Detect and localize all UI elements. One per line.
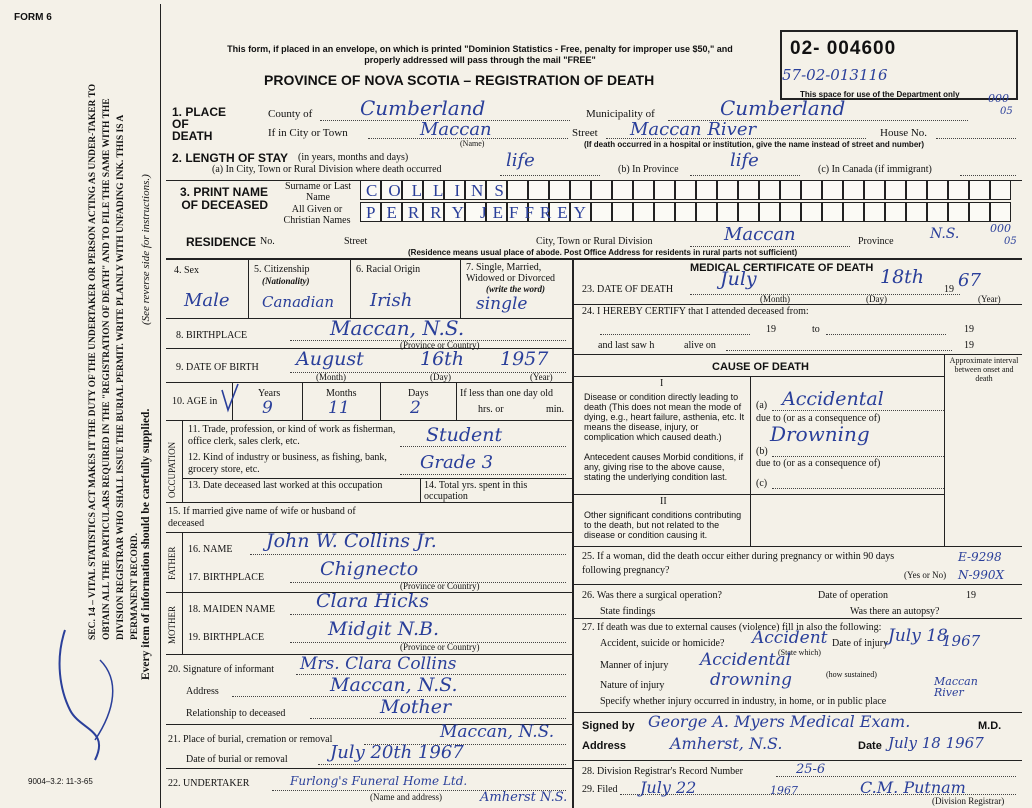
other-conditions-label: Other significant conditions contributing to the death, but not related to the disease or condition causing it. — [584, 510, 742, 540]
name-letter-box — [990, 180, 1011, 200]
marital-value: single — [476, 294, 528, 314]
last-worked-label: 13. Date deceased last worked at this occupation — [188, 480, 383, 491]
residence-province-value: N.S. — [930, 226, 960, 242]
spouse-label: 15. If married give name of wife or husband of deceased — [168, 506, 356, 529]
age-months-label: Months — [326, 388, 357, 399]
name-letter-box — [696, 180, 717, 200]
dob-day: 16th — [420, 348, 465, 370]
street-label: Street — [572, 127, 598, 139]
handwritten-squiggle — [40, 620, 130, 770]
residence-no-label: No. — [260, 236, 275, 247]
certify-to-label: to — [812, 324, 820, 335]
county-value: Cumberland — [360, 96, 486, 120]
burial-place-value: Maccan, N.S. — [440, 722, 555, 742]
cause-a-label: (a) — [756, 400, 768, 411]
informant-sig-label: 20. Signature of informant — [168, 664, 275, 675]
mail-notice: This form, if placed in an envelope, on which is printed "Dominion Statistics - Free, penalty for improper use $50," and properly addressed will pass through the mail "FREE" — [227, 44, 733, 65]
name-letter-box — [780, 202, 801, 222]
father-name-label: 16. NAME — [188, 544, 233, 555]
name-letter-box — [822, 202, 843, 222]
name-letter-box — [885, 202, 906, 222]
name-letter-box — [843, 180, 864, 200]
how-sustained-hint: (how sustained) — [826, 670, 877, 679]
nature-label: Nature of injury — [600, 680, 665, 691]
name-letter-box — [801, 180, 822, 200]
name-letter-box — [612, 180, 633, 200]
age-check-mark — [218, 380, 242, 414]
name-letter-box — [759, 202, 780, 222]
form-title: PROVINCE OF NOVA SCOTIA – REGISTRATION OF DEATH — [264, 72, 655, 88]
name-letter-box — [675, 202, 696, 222]
industry-value: Grade 3 — [420, 452, 494, 473]
md-label: M.D. — [978, 720, 1002, 732]
hospital-note: (If death occurred in a hospital or institution, give the name instead of street and number) — [584, 140, 925, 149]
name-letter-box — [570, 180, 591, 200]
age-label: 10. AGE in — [172, 396, 218, 407]
dod-day: 18th — [880, 266, 925, 288]
cause-heading: CAUSE OF DEATH — [712, 361, 809, 373]
surname-label: Surname or Last Name — [284, 181, 352, 203]
state-which-hint: (State which) — [778, 648, 821, 657]
name-letter-box — [759, 180, 780, 200]
filed-year: 1967 — [770, 784, 798, 797]
part-ii-label: II — [660, 496, 667, 507]
name-letter-box — [843, 202, 864, 222]
name-letter-box — [738, 202, 759, 222]
manner-value: Accidental — [700, 650, 792, 670]
side-note-reverse: (See reverse side for instructions.) — [140, 174, 152, 325]
last-saw-label: and last saw h — [598, 340, 655, 351]
stay-a-label: (a) In City, Town or Rural Division where death occurred — [212, 164, 442, 175]
given-value-2: JEFFREY — [480, 203, 592, 222]
accident-value: Accident — [752, 628, 828, 648]
municipality-label: Municipality of — [586, 108, 655, 120]
woman-label: 25. If a woman, did the death occur either during pregnancy or within 90 days following pregnancy? — [582, 551, 895, 576]
name-letter-box — [969, 180, 990, 200]
due-to-b: due to (or as a consequence of) — [756, 458, 881, 469]
injury-date-label: Date of injury — [832, 638, 889, 649]
interval-label: Approximate interval between onset and death — [949, 356, 1019, 383]
industry-label: 12. Kind of industry or business, as fishing, bank, grocery store, etc. — [188, 452, 387, 475]
age-months-value: 11 — [328, 398, 350, 418]
certify-label: 24. I HEREBY CERTIFY that I attended deceased from: — [582, 306, 809, 317]
age-days-value: 2 — [410, 398, 421, 418]
address-label: Address — [582, 740, 627, 752]
dod-month-hint: (Month) — [760, 294, 790, 304]
dob-month-hint: (Month) — [316, 372, 346, 382]
name-letter-box — [717, 202, 738, 222]
informant-addr-value: Maccan, N.S. — [330, 674, 458, 696]
city-value: Maccan — [420, 119, 492, 140]
filed-label: 29. Filed — [582, 784, 618, 795]
margin-mark-3: 000 — [990, 222, 1011, 235]
father-side-label: FATHER — [167, 546, 177, 580]
record-value: 25-6 — [796, 762, 826, 777]
stay-a-value: life — [506, 150, 535, 171]
name-letter-box — [906, 202, 927, 222]
house-label: House No. — [880, 127, 928, 139]
trade-label: 11. Trade, profession, or kind of work as fisherman, office clerk, sales clerk, etc. — [188, 424, 396, 447]
mother-maiden-label: 18. MAIDEN NAME — [188, 604, 275, 615]
due-to-a: due to (or as a consequence of) — [756, 413, 881, 424]
dod-day-hint: (Day) — [866, 294, 887, 304]
direct-cause-label: Disease or condition directly leading to death (This does not mean the mode of dying, e.g., heart failure, asthenia, etc. It means the disease, injury, or complication which caused death.) — [584, 392, 745, 442]
father-name-value: John W. Collins Jr. — [266, 530, 437, 552]
name-letter-box — [801, 202, 822, 222]
citizenship-hint: (Nationality) — [262, 276, 310, 286]
informant-rel-value: Mother — [380, 696, 452, 718]
city-name-hint: (Name) — [460, 139, 485, 148]
margin-mark-5: E-9298 — [958, 550, 1002, 564]
age-years-value: 9 — [262, 398, 273, 418]
dod-month: July — [720, 268, 757, 290]
place-of-death-label: 1. PLACE OF DEATH — [172, 105, 227, 143]
stay-c-label: (c) In Canada (if immigrant) — [818, 164, 932, 175]
where-label: Specify whether injury occurred in industry, in home, or in public place — [600, 696, 887, 707]
name-letter-box — [885, 180, 906, 200]
form-number: FORM 6 — [14, 12, 52, 23]
residence-label: RESIDENCE — [186, 235, 257, 249]
residence-city-value: Maccan — [724, 224, 796, 245]
dob-day-hint: (Day) — [430, 372, 451, 382]
residence-city-label: City, Town or Rural Division — [536, 236, 653, 247]
alive-on-19: 19 — [964, 340, 974, 351]
street-value: Maccan River — [630, 119, 757, 140]
stay-label: 2. LENGTH OF STAY — [172, 151, 289, 165]
age-days-label: Days — [408, 388, 429, 399]
dob-year: 1957 — [500, 348, 549, 370]
name-letter-box — [633, 202, 654, 222]
dod-label: 23. DATE OF DEATH — [582, 284, 674, 295]
yes-no-hint: (Yes or No) — [904, 570, 947, 580]
informant-sig-value: Mrs. Clara Collins — [300, 654, 457, 674]
dod-year-hint: (Year) — [978, 294, 1001, 304]
trade-value: Student — [426, 424, 503, 446]
where-value: Maccan River — [934, 675, 978, 699]
undertaker-hint: (Name and address) — [370, 792, 442, 802]
dob-year-hint: (Year) — [530, 372, 553, 382]
birthplace-label: 8. BIRTHPLACE — [176, 330, 248, 341]
name-label: 3. PRINT NAME OF DECEASED — [179, 185, 268, 212]
father-birthplace-hint: (Province or Country) — [400, 581, 480, 591]
injury-year-value: 1967 — [942, 632, 981, 650]
min-label: min. — [546, 404, 565, 415]
mother-birthplace-hint: (Province or Country) — [400, 642, 480, 652]
name-letter-box — [549, 180, 570, 200]
occupation-side-label: OCCUPATION — [167, 441, 177, 498]
record-label: 28. Division Registrar's Record Number — [582, 766, 743, 777]
given-label: All Given or Christian Names — [283, 204, 351, 226]
address-value: Amherst, N.S. — [670, 734, 783, 753]
department-space-label: This space for use of the Department only — [800, 90, 960, 99]
dob-label: 9. DATE OF BIRTH — [176, 362, 259, 373]
burial-date-value: July 20th 1967 — [330, 742, 464, 763]
name-letter-box — [969, 202, 990, 222]
undertaker-label: 22. UNDERTAKER — [168, 778, 250, 789]
dod-year-prefix: 19 — [944, 284, 954, 295]
sex-value: Male — [184, 290, 230, 311]
mother-birthplace-value: Midgit N.B. — [328, 618, 440, 640]
name-letter-box — [717, 180, 738, 200]
part-i-label: I — [660, 378, 664, 389]
accident-label: Accident, suicide or homicide? — [600, 638, 725, 649]
total-years-label: 14. Total yrs. spent in this occupation — [424, 480, 528, 502]
name-letter-box — [591, 180, 612, 200]
certificate-number: 02- 004600 — [790, 38, 897, 59]
registrar-value: C.M. Putnam — [860, 778, 966, 797]
cause-b-label: (b) — [756, 446, 768, 457]
margin-mark-2: 05 — [1000, 106, 1013, 117]
racial-value: Irish — [370, 290, 413, 311]
surgery-label: 26. Was there a surgical operation? — [582, 590, 722, 601]
residence-street-label: Street — [344, 236, 368, 247]
name-letter-box — [675, 180, 696, 200]
sex-label: 4. Sex — [174, 265, 199, 276]
marital-label: 7. Single, Married, Widowed or Divorced — [466, 262, 556, 284]
undertaker-name: Furlong's Funeral Home Ltd. — [290, 774, 468, 788]
op-date-label: Date of operation — [818, 590, 888, 601]
father-birthplace-label: 17. BIRTHPLACE — [188, 572, 265, 583]
name-letter-box — [528, 180, 549, 200]
name-letter-box — [612, 202, 633, 222]
findings-label: State findings — [600, 606, 656, 617]
less-day-label: If less than one day old — [460, 388, 554, 399]
mother-maiden-value: Clara Hicks — [316, 590, 429, 612]
city-label: If in City or Town — [268, 127, 348, 139]
cause-b-value: Drowning — [770, 422, 870, 446]
date-value: July 18 1967 — [888, 734, 984, 752]
residence-note: (Residence means usual place of abode. Post Office Address for residents in rural parts not sufficient) — [408, 248, 798, 257]
name-letter-box — [654, 180, 675, 200]
autopsy-label: Was there an autopsy? — [850, 606, 940, 617]
name-letter-box — [591, 202, 612, 222]
name-letter-box — [948, 202, 969, 222]
name-letter-box — [906, 180, 927, 200]
surname-value: COLLINS — [366, 181, 515, 200]
nature-value: drowning — [710, 670, 793, 690]
name-letter-box — [696, 202, 717, 222]
undertaker-addr: Amherst N.S. — [480, 790, 568, 805]
stay-b-label: (b) In Province — [618, 164, 679, 175]
burial-date-label: Date of burial or removal — [186, 754, 288, 765]
residence-province-label: Province — [858, 236, 894, 247]
name-letter-box — [927, 180, 948, 200]
birthplace-value: Maccan, N.S. — [330, 316, 465, 340]
stay-hint: (in years, months and days) — [298, 152, 409, 163]
department-number: 57-02-013116 — [782, 66, 888, 84]
margin-mark-6: N-990X — [958, 568, 1005, 582]
margin-mark-4: 05 — [1004, 236, 1017, 247]
racial-label: 6. Racial Origin — [356, 264, 421, 275]
dod-year: 67 — [958, 270, 981, 291]
certify-to-19: 19 — [964, 324, 974, 335]
citizenship-label: 5. Citizenship — [254, 264, 310, 275]
registrar-hint: (Division Registrar) — [932, 796, 1005, 806]
mother-birthplace-label: 19. BIRTHPLACE — [188, 632, 265, 643]
age-years-label: Years — [258, 388, 281, 399]
signed-value: George A. Myers Medical Exam. — [648, 712, 911, 731]
filed-value: July 22 — [640, 778, 697, 797]
signed-label: Signed by — [582, 720, 635, 732]
name-letter-box — [864, 202, 885, 222]
name-letter-box — [633, 180, 654, 200]
name-letter-box — [654, 202, 675, 222]
margin-mark-1: 000 — [988, 92, 1009, 105]
given-value-1: PERRY — [366, 203, 475, 222]
cause-a-value: Accidental — [782, 388, 884, 410]
hrs-label: hrs. or — [478, 404, 504, 415]
burial-place-label: 21. Place of burial, cremation or removal — [168, 734, 333, 745]
side-note-every-item: Every item of information should be carefully supplied. — [140, 408, 152, 680]
mother-side-label: MOTHER — [167, 606, 177, 644]
date-label: Date — [858, 740, 882, 752]
certify-from-19: 19 — [766, 324, 776, 335]
name-letter-box — [864, 180, 885, 200]
injury-date-value: July 18 — [888, 626, 948, 646]
op-date-19: 19 — [966, 590, 976, 601]
birthplace-hint: (Province or Country) — [400, 340, 480, 350]
father-birthplace-value: Chignecto — [320, 558, 419, 580]
name-letter-box — [822, 180, 843, 200]
county-label: County of — [268, 108, 313, 120]
antecedent-label: Antecedent causes Morbid conditions, if any, giving rise to the above cause, stating the underlying condition last. — [584, 452, 744, 482]
municipality-value: Cumberland — [720, 96, 846, 120]
name-letter-box — [927, 202, 948, 222]
name-letter-box — [948, 180, 969, 200]
name-letter-box — [738, 180, 759, 200]
informant-rel-label: Relationship to deceased — [186, 708, 286, 719]
informant-addr-label: Address — [186, 686, 219, 697]
marital-hint: (write the word) — [486, 284, 546, 294]
violence-label: 27. If death was due to external causes (violence) fill in also the following: — [582, 622, 882, 633]
cause-c-label: (c) — [756, 478, 768, 489]
footer-code: 9004–3.2: 11-3-65 — [28, 777, 93, 786]
name-letter-box — [990, 202, 1011, 222]
name-letter-box — [780, 180, 801, 200]
side-note-vital-statistics: SEC. 14 – VITAL STATISTICS ACT MAKES IT THE DUTY OF THE UNDERTAKER OR PERSON ACTING AS UNDER-TAKER TO OBTAIN ALL THE PARTICULARS REQUIRED IN THE "REGISTRATION OF DEATH" AND TO FILE THE SAME WITH THE DIVISION REGISTRAR WHO SHALL ISSUE THE BURIAL PERMIT. WRITE PLAINLY WITH UNFADING INK. THIS IS A PERMANENT RECORD. — [88, 83, 140, 640]
dob-month: August — [296, 348, 364, 370]
manner-label: Manner of injury — [600, 660, 669, 671]
medical-heading: MEDICAL CERTIFICATE OF DEATH — [690, 262, 874, 274]
alive-on-label: alive on — [684, 340, 716, 351]
stay-b-value: life — [730, 150, 759, 171]
citizenship-value: Canadian — [262, 293, 335, 311]
